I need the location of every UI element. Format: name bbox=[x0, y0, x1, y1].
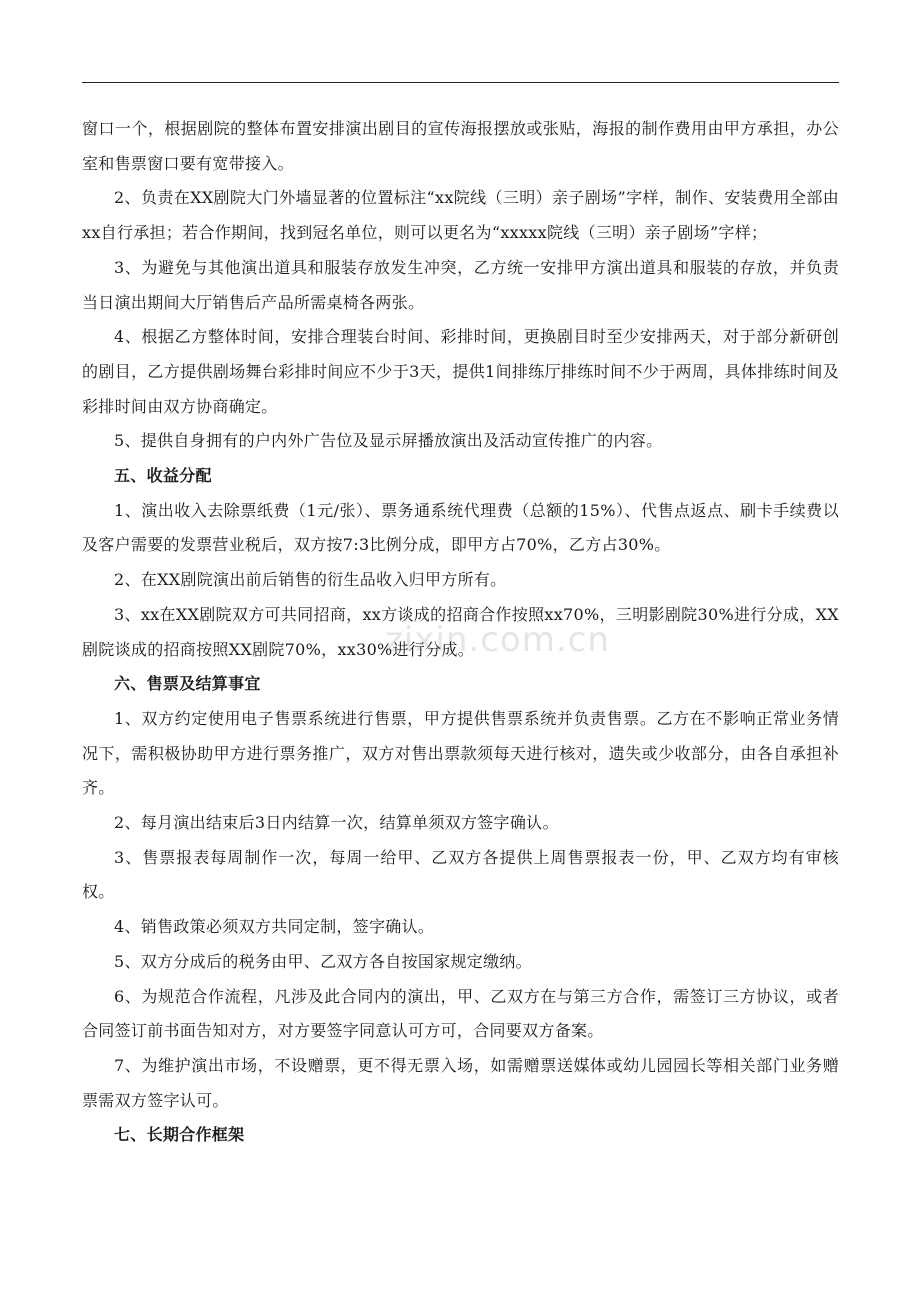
paragraph-clause-6-4: 4、销售政策必须双方共同定制，签字确认。 bbox=[114, 917, 435, 937]
paragraph-clause-6-2: 2、每月演出结束后3日内结算一次，结算单须双方签字确认。 bbox=[114, 813, 559, 833]
paragraph-clause-4-2: 2、负责在XX剧院大门外墙显著的位置标注“xx院线（三明）亲子剧场”字样，制作、安装费用全部由xx自行承担；若合作期间，找到冠名单位，则可以更名为“xxxxx院线（三明）亲子剧场”字样； bbox=[82, 188, 839, 243]
section-heading-long-term: 七、长期合作框架 bbox=[114, 1125, 245, 1145]
paragraph-clause-5-3: 3、xx在XX剧院双方可共同招商，xx方谈成的招商合作按照xx70%，三明影剧院30%进行分成，XX剧院谈成的招商按照XX剧院70%，xx30%进行分成。 bbox=[82, 604, 839, 659]
section-heading-revenue: 五、收益分配 bbox=[114, 466, 212, 486]
watermark: zixin.com.cn bbox=[385, 620, 610, 660]
section-heading-ticketing: 六、售票及结算事宜 bbox=[114, 674, 261, 694]
paragraph-continuation: 窗口一个，根据剧院的整体布置安排演出剧目的宣传海报摆放或张贴，海报的制作费用由甲方承担，办公室和售票窗口要有宽带接入。 bbox=[82, 119, 839, 173]
paragraph-clause-6-7: 7、为维护演出市场，不设赠票，更不得无票入场，如需赠票送媒体或幼儿园园长等相关部门业务赠票需双方签字认可。 bbox=[82, 1055, 839, 1110]
paragraph-clause-5-1: 1、演出收入去除票纸费（1元/张）、票务通系统代理费（总额的15%）、代售点返点、刷卡手续费以及客户需要的发票营业税后，双方按7:3比例分成，即甲方占70%，乙方占30%。 bbox=[82, 500, 839, 555]
paragraph-clause-4-4: 4、根据乙方整体时间，安排合理装台时间、彩排时间，更换剧目时至少安排两天，对于部分新研创的剧目，乙方提供剧场舞台彩排时间应不少于3天，提供1间排练厅排练时间不少于两周，具体排练时间及彩排时间由双方协商确定。 bbox=[82, 327, 839, 416]
paragraph-clause-6-5: 5、双方分成后的税务由甲、乙双方各自按国家规定缴纳。 bbox=[114, 951, 532, 971]
document-body bbox=[82, 112, 839, 1153]
paragraph-clause-4-5: 5、提供自身拥有的户内外广告位及显示屏播放演出及活动宣传推广的内容。 bbox=[114, 431, 663, 451]
paragraph-clause-4-3: 3、为避免与其他演出道具和服装存放发生冲突，乙方统一安排甲方演出道具和服装的存放，并负责当日演出期间大厅销售后产品所需桌椅各两张。 bbox=[82, 257, 839, 312]
paragraph-clause-6-1: 1、双方约定使用电子售票系统进行售票，甲方提供售票系统并负责售票。乙方在不影响正常业务情况下，需积极协助甲方进行票务推广，双方对售出票款须每天进行核对，遗失或少收部分，由各自承担补齐。 bbox=[82, 708, 839, 798]
paragraph-clause-5-2: 2、在XX剧院演出前后销售的衍生品收入归甲方所有。 bbox=[114, 570, 507, 590]
paragraph-clause-6-6: 6、为规范合作流程，凡涉及此合同内的演出，甲、乙双方在与第三方合作，需签订三方协议，或者合同签订前书面告知对方，对方要签字同意认可方可，合同要双方备案。 bbox=[82, 986, 839, 1041]
header-divider bbox=[82, 82, 839, 83]
paragraph-clause-6-3: 3、售票报表每周制作一次，每周一给甲、乙双方各提供上周售票报表一份，甲、乙双方均有审核权。 bbox=[82, 847, 839, 902]
